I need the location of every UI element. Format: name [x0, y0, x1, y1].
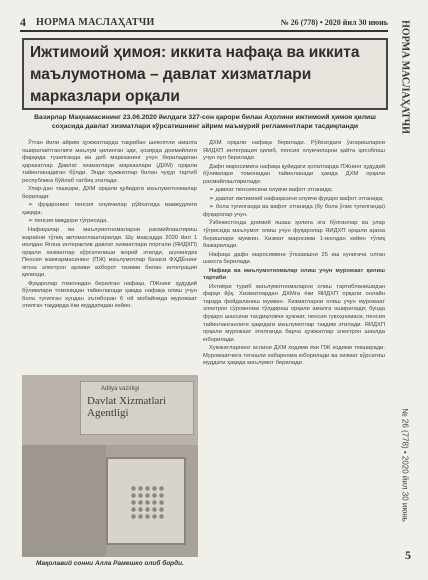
right-paragraph: Нафақа дафн маросимини ўтказишни 25 иш кунигача олган шахсга берилади. [203, 251, 385, 266]
right-bullet: ➢ давлат пенсиясини олувчи вафот этганида; [209, 187, 333, 194]
headline: Ижтимоий ҳимоя: иккита нафақа ва иккита маълумотнома – давлат хизматлари марказлари орқали [30, 44, 360, 105]
lead-paragraph: Вазирлар Маҳкамасининг 23.06.2020 йилдаги 327-сон қарори билан Аҳолини ижтимоий ҳимоя қилиш соҳасида давлат хизматлари кўрсатишнинг айрим маъмурий регламентлари тасдиқланди [34, 114, 376, 130]
agency-plaque [80, 381, 194, 435]
left-bullet: ➢ фуқаронинг пенсия олувчилар рўйхатида мавжудлиги ҳақида; [22, 202, 197, 216]
plaque-agency-text: Davlat Xizmatlari Agentligi [87, 395, 167, 419]
side-footer-text: № 26 (778) • 2020 йил 30 июнь [400, 408, 410, 522]
right-column [203, 140, 385, 369]
photo-caption: Мақолавий сонни Алла Рамешко олиб борди. [36, 560, 184, 567]
right-bullet: ➢ давлат ижтимоий нафақасини олувчи фуқаро вафот этганида; [209, 195, 384, 202]
plaque-ministry-text: Adliya vazirligi [101, 386, 140, 392]
left-paragraph: Нафақалар ва маълумотномаларни расмийлаштириш жараёни тўлиқ автоматлаштирилди. Шу мақсадда 2020 йил 1 июлдан Ягона интерактив давлат хизматлари портали (ЯИДХП) орқали хизматлар кўрсатилиши жорий этилди, шунингдек Пенсия жамғармасининг (ПЖ) маълумотлар базаси ФҲДЁнинг ягона электрон архиви ахборот тизими билан интеграция қилинди. [22, 227, 197, 279]
header-issue: № 26 (778) • 2020 йил 30 июнь [280, 17, 388, 27]
header-paper-name: НОРМА МАСЛАҲАТЧИ [36, 16, 155, 28]
left-paragraph: Фуқаролар томонидан берилган нафақа, ПЖнинг ҳудудий бўлимлари томонидан тайинланади ҳамда нафақа олиш учун бола туғилган кундан эътиборан 6 ой мобайнида мурожаат этилган тақдирда ёки муддатидан кейин. [22, 280, 197, 310]
left-bullet: ➢ пенсия миқдори тўғрисида. [28, 218, 108, 225]
side-banner-text: НОРМА МАСЛАҲАТЧИ [399, 20, 411, 134]
right-paragraph: Дафн маросимига нафақа қуйидаги ҳолатларда ПЖнинг ҳудудий бўлимлари томонидан тайинланади ҳамда ДХМ орқали расмийлаштирилади: [203, 163, 385, 185]
side-footer [396, 400, 414, 530]
page-header [20, 14, 388, 32]
right-paragraph: Ўзбекистонда доимий яшаш ҳолига эга бўлганлар ва улар тўғрисида маълумот олиш учун фуқаролар ЯИДХП орқали ариза беришлари мумкин. Хизмат маросими 1-июлдан кейин тўлиқ бажарилади. [203, 220, 385, 250]
framed-logo [106, 457, 186, 545]
photo-floor [22, 445, 106, 557]
right-paragraph: ДХМ орқали нафақа берилади. Рўйхатдаги ўзгаришларни ЯИДХП интеграция қилиб, пенсия олувчиларни қайта ҳисоблаш учун пул берилади. [203, 140, 385, 162]
header-left [20, 15, 155, 30]
right-subheading: Нафақа ва маълумотномалар олиш учун мурожаат қилиш тартиби [203, 267, 385, 282]
header-page-number: 4 [20, 14, 26, 29]
right-paragraph: Ихтиёри туриб маълумотномаларни олиш тартибланишидан фарқи йўқ. Хизматлардан ДХМга ёки ЯИДХП орқали онлайн тарзда фойдаланиш мумкин. Хизматларни олиш учун мурожаат электрон сўровнома тўлдириш орқали амалга оширилади; бунда фуқаро шахсини тасдиқловчи ҳужжат, пенсия гувоҳномаси, пенсия тайинланганлиги ҳақидаги маълумотлар тақдим этилади. ЯИДХП орқали мурожаат этилганда барча ҳужжатлар электрон шаклда юборилади. [203, 283, 385, 343]
agency-photo [22, 375, 198, 557]
left-paragraph: Улар-дан ташқари, ДХМ орқали қуйидаги маълумотномалар берилади: [22, 186, 197, 200]
headline-box [22, 38, 388, 110]
left-column [22, 140, 197, 312]
side-page-number: 5 [405, 548, 411, 562]
right-paragraph: Хужжатларнинг аслини ДХМ ходими ёки ПЖ ходими текширади. Мурожаатчига тегишли хабарнома юборилади ва хизмат кўрсатиш муддати ҳақида маълумот берилади. [203, 345, 385, 367]
dot-logo-icon [130, 485, 166, 521]
left-paragraph: Ўтган йили айрим ҳужжатларда тақрибан шикоятли амалга оширилаётганлиги маълум қилинган эди, ҳозирда доимийлиги фарқида тузилганда ва деб марказнинг учун бериладиган ҳаракатлар Давлат хизматлари марказлари (ДХМ) орқали тайинланадиган бўлди. Энди хужжатлар билан чуқур тартиб республика бўйлаб татбиқ этилади. [22, 140, 197, 184]
side-banner [396, 12, 414, 142]
right-bullet: ➢ бола туғилганда ва вафот этганида (бу бола ўлик туғилганда) фуқаролар учун. [203, 204, 385, 218]
